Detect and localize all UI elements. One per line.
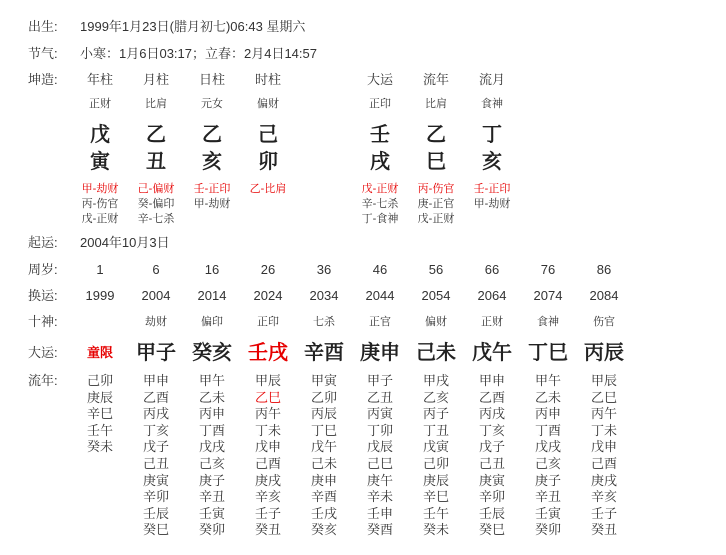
month-pillar-title: 月柱 <box>142 72 169 87</box>
liunian-year-cell: 己未 <box>310 455 337 471</box>
liunian-column <box>576 373 632 539</box>
liunian-year-cell: 庚辰 <box>86 389 113 405</box>
liunian-year-cell: 丙申 <box>534 406 561 422</box>
day-pillar-title: 日柱 <box>198 72 225 87</box>
liunian-year-cell: 己丑 <box>478 455 505 471</box>
liunian-year-cell: 辛丑 <box>534 489 561 505</box>
dayun-pillar-title: 大运 <box>366 72 393 87</box>
month-pillar-stem: 乙 <box>146 124 166 146</box>
liuyue-pillar-shishen: 食神 <box>481 98 503 110</box>
liunian-grid <box>72 373 632 539</box>
liunian-year-cell: 辛酉 <box>310 489 337 505</box>
liunian-year-cell: 癸亥 <box>310 522 337 538</box>
dayun-row <box>72 342 632 364</box>
liunian-year-cell: 己亥 <box>534 455 561 471</box>
hidden-stem: 丁-食神 <box>361 213 399 225</box>
liunian-year-cell: 癸卯 <box>198 522 225 538</box>
liunian-year-cell: 戊子 <box>142 439 169 455</box>
hour-pillar-shishen: 偏财 <box>257 98 279 110</box>
liunian-year-cell: 戊辰 <box>366 439 393 455</box>
shishen-cell: 正财 <box>481 316 503 328</box>
hidden-stem: 己-偏财 <box>137 183 175 195</box>
hidden-stem: 庚-正官 <box>417 198 455 210</box>
liunian-column <box>352 373 408 539</box>
dayun-pillar-shishen: 正印 <box>369 98 391 110</box>
liuyue-pillar-branch: 亥 <box>482 151 502 173</box>
liunian-year-cell: 癸未 <box>422 522 449 538</box>
liunian-year-cell: 乙酉 <box>142 389 169 405</box>
hidden-stem: 戊-正财 <box>417 213 455 225</box>
month-pillar-hidden <box>128 182 184 227</box>
age-label: 周岁: <box>28 262 58 277</box>
dayun-cell: 庚申 <box>360 342 400 364</box>
dayun-cell: 己未 <box>416 342 456 364</box>
liunian-year-cell: 丙申 <box>198 406 225 422</box>
liunian-year-cell: 乙未 <box>534 389 561 405</box>
year-pillar-title: 年柱 <box>86 72 113 87</box>
day-pillar-branch: 亥 <box>202 151 222 173</box>
huanyun-year-cell: 2034 <box>309 288 339 303</box>
liunian-column <box>240 373 296 539</box>
liunian-year-cell: 辛巳 <box>86 406 113 422</box>
hidden-stems-row <box>72 182 632 227</box>
shishen-cell: 正官 <box>369 316 391 328</box>
liunian-year-cell: 甲子 <box>366 373 393 388</box>
liunian-column <box>72 373 128 539</box>
huanyun-year-cell: 2054 <box>421 288 451 303</box>
liunian-year-cell: 乙未 <box>198 389 225 405</box>
huanyun-year-cell: 2044 <box>365 288 395 303</box>
shishen-cell: 劫财 <box>145 316 167 328</box>
year-pillar-hidden <box>72 182 128 227</box>
liunian-year-cell: 丁未 <box>590 422 617 438</box>
dayun-cell: 辛酉 <box>304 342 344 364</box>
age-cell: 86 <box>596 262 612 277</box>
liunian-year-cell: 庚午 <box>366 472 393 488</box>
liunian-year-cell: 丙辰 <box>310 406 337 422</box>
liunian-year-cell: 丙子 <box>422 406 449 422</box>
liunian-year-cell: 甲申 <box>478 373 505 388</box>
pillars-label: 坤造: <box>28 72 58 87</box>
dayun-pillar-branch: 戌 <box>370 151 390 173</box>
hidden-stem: 戊-正财 <box>361 183 399 195</box>
liunian-year-cell: 庚子 <box>534 472 561 488</box>
liunian-year-cell: 戊申 <box>254 439 281 455</box>
liunian-pillar-branch: 巳 <box>426 151 446 173</box>
huanyun-row <box>72 287 632 305</box>
age-cell: 36 <box>316 262 332 277</box>
liunian-year-cell: 壬辰 <box>142 505 169 521</box>
liunian-year-cell: 壬申 <box>366 505 393 521</box>
hidden-stem: 乙-比肩 <box>249 183 287 195</box>
dayun-cell: 戊午 <box>472 342 512 364</box>
liunian-year-cell: 癸酉 <box>366 522 393 538</box>
shishen-cell: 食神 <box>537 316 559 328</box>
hidden-stem: 戊-正财 <box>81 213 119 225</box>
liunian-year-cell: 丁丑 <box>422 422 449 438</box>
dayun-pillar-stem: 壬 <box>370 124 390 146</box>
age-cell: 16 <box>204 262 220 277</box>
dayun-cell: 丁巳 <box>528 342 568 364</box>
liunian-year-cell: 癸卯 <box>534 522 561 538</box>
liunian-year-cell: 壬寅 <box>198 505 225 521</box>
liunian-year-cell: 甲寅 <box>310 373 337 388</box>
dayun-cell: 甲子 <box>136 342 176 364</box>
qiyun-label: 起运: <box>28 235 58 250</box>
liunian-year-cell: 癸丑 <box>254 522 281 538</box>
liunian-year-cell: 庚戌 <box>254 472 281 488</box>
liuyue-pillar-stem: 丁 <box>482 124 502 146</box>
huanyun-label: 换运: <box>28 288 58 303</box>
age-cell: 46 <box>372 262 388 277</box>
liunian-year-cell: 丁卯 <box>366 422 393 438</box>
liunian-year-cell: 己酉 <box>590 455 617 471</box>
shishen-row <box>72 314 632 330</box>
month-pillar-shishen: 比肩 <box>145 98 167 110</box>
liunian-column <box>296 373 352 539</box>
huanyun-year-cell: 2064 <box>477 288 507 303</box>
liunian-year-cell: 辛巳 <box>422 489 449 505</box>
hidden-stem: 辛-七杀 <box>137 213 175 225</box>
year-pillar-stem: 戊 <box>90 124 110 146</box>
liunian-year-cell: 戊申 <box>590 439 617 455</box>
liunian-year-cell: 甲午 <box>534 373 561 388</box>
liunian-year-cell: 壬寅 <box>534 505 561 521</box>
liunian-year-cell: 己亥 <box>198 455 225 471</box>
huanyun-year-cell: 1999 <box>85 288 115 303</box>
day-pillar-stem: 乙 <box>202 124 222 146</box>
liunian-year-cell: 乙丑 <box>366 389 393 405</box>
liunian-column <box>520 373 576 539</box>
liunian-year-cell: 辛丑 <box>198 489 225 505</box>
day-pillar-hidden <box>184 182 240 227</box>
dayun-cell: 癸亥 <box>192 342 232 364</box>
pillar-shishen-row <box>72 96 632 112</box>
liunian-column <box>464 373 520 539</box>
liunian-year-cell: 壬戌 <box>310 505 337 521</box>
hidden-stem: 甲-劫财 <box>473 198 511 210</box>
liunian-year-cell: 庚申 <box>310 472 337 488</box>
liuyue-pillar-title: 流月 <box>478 72 505 87</box>
pillar-titles-row <box>72 71 632 89</box>
liunian-year-cell: 辛卯 <box>478 489 505 505</box>
year-pillar-branch: 寅 <box>90 151 110 173</box>
hidden-stem: 甲-劫财 <box>193 198 231 210</box>
liunian-year-cell: 己卯 <box>86 373 113 388</box>
dayun-label: 大运: <box>28 345 58 360</box>
liunian-pillar-hidden <box>408 182 464 227</box>
liunian-year-cell: 甲申 <box>142 373 169 388</box>
liunian-year-cell: 癸丑 <box>590 522 617 538</box>
liunian-year-cell: 癸巳 <box>478 522 505 538</box>
age-cell: 26 <box>260 262 276 277</box>
liunian-year-cell: 壬子 <box>254 505 281 521</box>
hidden-stem: 丙-伤官 <box>81 198 119 210</box>
liunian-year-cell: 辛亥 <box>254 489 281 505</box>
liunian-year-cell: 戊戌 <box>198 439 225 455</box>
liunian-year-cell: 乙酉 <box>478 389 505 405</box>
liunian-year-cell: 丁巳 <box>310 422 337 438</box>
shishen-cell: 伤官 <box>593 316 615 328</box>
year-pillar-shishen: 正财 <box>89 98 111 110</box>
liunian-pillar-title: 流年 <box>422 72 449 87</box>
liunian-year-cell: 丙午 <box>590 406 617 422</box>
liunian-year-cell: 乙亥 <box>422 389 449 405</box>
hidden-stem: 丙-伤官 <box>417 183 455 195</box>
liunian-year-cell: 壬午 <box>86 422 113 438</box>
huanyun-year-cell: 2084 <box>589 288 619 303</box>
liunian-year-cell: 戊寅 <box>422 439 449 455</box>
shishen-cell: 七杀 <box>313 316 335 328</box>
liunian-year-cell: 庚寅 <box>478 472 505 488</box>
liunian-column <box>408 373 464 539</box>
dayun-cell: 壬戌 <box>248 342 288 364</box>
liunian-year-cell: 辛未 <box>366 489 393 505</box>
liunian-year-cell: 己丑 <box>142 455 169 471</box>
hidden-stem: 辛-七杀 <box>361 198 399 210</box>
liunian-year-cell: 乙卯 <box>310 389 337 405</box>
shishen-cell: 偏印 <box>201 316 223 328</box>
liunian-year-cell: 壬辰 <box>478 505 505 521</box>
liunian-year-cell: 丁未 <box>254 422 281 438</box>
liunian-year-cell: 己巳 <box>366 455 393 471</box>
liunian-year-cell: 戊午 <box>310 439 337 455</box>
liunian-year-cell: 庚辰 <box>422 472 449 488</box>
liunian-pillar-stem: 乙 <box>426 124 446 146</box>
dayun-pillar-hidden <box>352 182 408 227</box>
liunian-year-cell: 戊子 <box>478 439 505 455</box>
liunian-year-cell: 乙巳 <box>254 389 281 405</box>
liuyue-pillar-hidden <box>464 182 520 227</box>
liunian-year-cell: 丁亥 <box>478 422 505 438</box>
dayun-cell: 童限 <box>86 345 113 360</box>
liunian-year-cell: 丙戌 <box>142 406 169 422</box>
age-cell: 6 <box>152 262 160 277</box>
liunian-year-cell: 辛卯 <box>142 489 169 505</box>
shishen-cell: 正印 <box>257 316 279 328</box>
heavenly-stems-row <box>72 123 632 147</box>
huanyun-year-cell: 2074 <box>533 288 563 303</box>
liunian-year-cell: 己卯 <box>422 455 449 471</box>
hour-pillar-branch: 卯 <box>258 151 278 173</box>
huanyun-year-cell: 2024 <box>253 288 283 303</box>
liunian-year-cell: 丙戌 <box>478 406 505 422</box>
liunian-year-cell: 庚子 <box>198 472 225 488</box>
hour-pillar-stem: 己 <box>258 124 278 146</box>
hidden-stem: 癸-偏印 <box>137 198 175 210</box>
liunian-year-cell: 癸巳 <box>142 522 169 538</box>
liunian-year-cell: 壬午 <box>422 505 449 521</box>
jieqi-value: 小寒：1月6日03:17；立春：2月4日14:57 <box>80 46 317 61</box>
liunian-pillar-shishen: 比肩 <box>425 98 447 110</box>
liunian-label: 流年: <box>28 373 58 388</box>
liunian-year-cell: 庚寅 <box>142 472 169 488</box>
liunian-year-cell: 癸未 <box>86 439 113 455</box>
birth-value: 1999年1月23日(腊月初七)06:43 星期六 <box>80 19 306 34</box>
hidden-stem: 壬-正印 <box>473 183 511 195</box>
hour-pillar-title: 时柱 <box>254 72 281 87</box>
day-pillar-shishen: 元女 <box>201 98 223 110</box>
liunian-year-cell: 甲辰 <box>254 373 281 388</box>
age-cell: 76 <box>540 262 556 277</box>
liunian-year-cell: 甲午 <box>198 373 225 388</box>
month-pillar-branch: 丑 <box>146 151 166 173</box>
liunian-year-cell: 丁酉 <box>198 422 225 438</box>
age-cell: 66 <box>484 262 500 277</box>
liunian-year-cell: 乙巳 <box>590 389 617 405</box>
hidden-stem: 甲-劫财 <box>81 183 119 195</box>
hidden-stem: 壬-正印 <box>193 183 231 195</box>
liunian-year-cell: 庚戌 <box>590 472 617 488</box>
earthly-branches-row <box>72 150 632 174</box>
hour-pillar-hidden <box>240 182 296 227</box>
shishen-label: 十神: <box>28 314 58 329</box>
liunian-year-cell: 丁酉 <box>534 422 561 438</box>
age-cell: 1 <box>96 262 104 277</box>
birth-label: 出生: <box>28 19 58 34</box>
huanyun-year-cell: 2014 <box>197 288 227 303</box>
liunian-year-cell: 丙寅 <box>366 406 393 422</box>
dayun-cell: 丙辰 <box>584 342 624 364</box>
age-cell: 56 <box>428 262 444 277</box>
liunian-year-cell: 丙午 <box>254 406 281 422</box>
liunian-year-cell: 戊戌 <box>534 439 561 455</box>
huanyun-year-cell: 2004 <box>141 288 171 303</box>
liunian-year-cell: 壬子 <box>590 505 617 521</box>
qiyun-value: 2004年10月3日 <box>80 235 170 250</box>
liunian-year-cell: 己酉 <box>254 455 281 471</box>
liunian-column <box>128 373 184 539</box>
liunian-year-cell: 丁亥 <box>142 422 169 438</box>
liunian-year-cell: 甲辰 <box>590 373 617 388</box>
liunian-year-cell: 甲戌 <box>422 373 449 388</box>
jieqi-label: 节气: <box>28 46 58 61</box>
shishen-cell: 偏财 <box>425 316 447 328</box>
liunian-column <box>184 373 240 539</box>
liunian-year-cell: 辛亥 <box>590 489 617 505</box>
age-row <box>72 261 632 279</box>
